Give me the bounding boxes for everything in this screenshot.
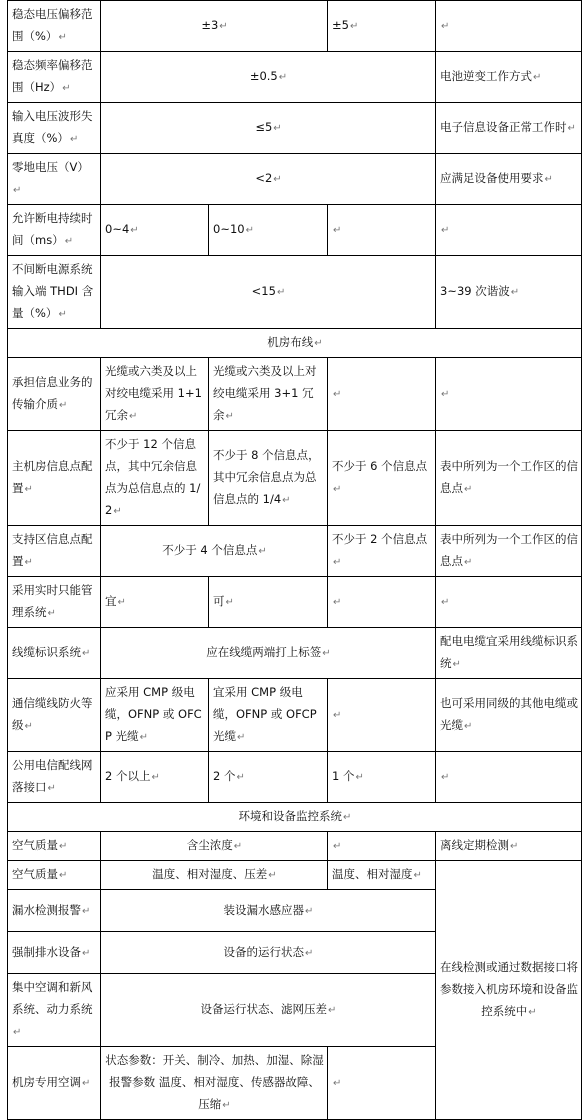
cell-text: 表中所列为一个工作区的信息点 (440, 532, 578, 568)
cell-text: 空气质量 (12, 867, 58, 881)
cell-text: 公用电信配线网落接口 (12, 758, 93, 794)
table-cell (436, 52, 582, 103)
table-cell (101, 431, 209, 526)
table-row (8, 679, 582, 752)
table-cell (101, 890, 436, 932)
table-cell (8, 832, 101, 861)
cell-text: 光缆或六类及以上对绞电缆采用 3+1 冗余 (213, 364, 317, 422)
paragraph-mark-icon: ↵ (305, 905, 314, 917)
cell-text: 承担信息业务的传输介质 (12, 375, 93, 411)
paragraph-mark-icon: ↵ (510, 287, 520, 298)
cell-text: 温度、相对湿度、压差 (152, 867, 268, 881)
paragraph-mark-icon: ↵ (58, 32, 67, 43)
cell-text: 表中所列为一个工作区的信息点 (440, 459, 578, 495)
cell-text: 环境和设备监控系统 (238, 809, 343, 823)
table-cell (328, 1, 436, 52)
paragraph-mark-icon: ↵ (528, 1007, 537, 1018)
cell-text: 不间断电源系统输入端 THDI 含量（%） (12, 262, 94, 320)
paragraph-mark-icon: ↵ (47, 783, 56, 794)
cell-text: 机房专用空调 (12, 1075, 81, 1089)
paragraph-mark-icon: ↵ (268, 870, 277, 881)
cell-text: 不少于 4 个信息点 (162, 543, 258, 557)
paragraph-mark-icon: ↵ (328, 1005, 337, 1016)
cell-text: 应满足设备使用要求 (440, 171, 544, 185)
cell-text: 支持区信息点配置 (12, 532, 93, 568)
cell-text: ±5 (332, 18, 349, 32)
table-cell (436, 752, 582, 803)
cell-text: 也可采用同级的其他电缆或光缆 (440, 696, 578, 732)
cell-text: 含尘浓度 (186, 838, 233, 852)
table-cell (209, 205, 328, 256)
paragraph-mark-icon: ↵ (82, 1078, 91, 1089)
paragraph-mark-icon: ↵ (64, 236, 74, 247)
table-cell (209, 752, 328, 803)
table-cell (101, 1, 328, 52)
cell-text: 状态参数：开关、制冷、加热、加湿、除湿报警参数 温度、相对湿度、传感器故障、压缩 (105, 1053, 324, 1111)
paragraph-mark-icon: ↵ (69, 134, 79, 145)
table-cell (8, 526, 101, 577)
table-cell (8, 679, 101, 752)
table-cell (436, 861, 582, 1120)
table-row (8, 577, 582, 628)
cell-text: 3~39 次谐波 (440, 284, 510, 298)
cell-text: 采用实时只能管理系统 (12, 583, 93, 619)
table-cell (436, 154, 582, 205)
paragraph-mark-icon: ↵ (355, 772, 364, 783)
cell-text: 稳态频率偏移范围（Hz） (12, 58, 93, 94)
table-row (8, 628, 582, 679)
table-cell (8, 154, 101, 205)
table-cell (101, 205, 209, 256)
paragraph-mark-icon: ↵ (273, 174, 282, 185)
paragraph-mark-icon: ↵ (225, 597, 234, 608)
table-cell (8, 890, 101, 932)
paragraph-mark-icon: ↵ (219, 21, 228, 32)
table-row (8, 256, 582, 329)
table-cell (436, 577, 582, 628)
table-cell (436, 832, 582, 861)
table-cell (8, 329, 582, 358)
table-cell (8, 932, 101, 974)
table-row (8, 103, 582, 154)
paragraph-mark-icon: ↵ (333, 557, 342, 568)
table-cell (328, 358, 436, 431)
paragraph-mark-icon: ↵ (24, 557, 33, 568)
paragraph-mark-icon: ↵ (333, 597, 342, 608)
table-cell (101, 974, 436, 1047)
table-cell (436, 256, 582, 329)
table-cell (328, 832, 436, 861)
paragraph-mark-icon: ↵ (441, 21, 450, 32)
paragraph-mark-icon: ↵ (225, 411, 234, 422)
table-row (8, 358, 582, 431)
table-cell (8, 752, 101, 803)
cell-text: 装设漏水感应器 (223, 902, 305, 917)
table-cell (8, 861, 101, 890)
paragraph-mark-icon: ↵ (533, 72, 542, 83)
cell-text: 机房布线 (267, 335, 314, 349)
paragraph-mark-icon: ↵ (13, 185, 22, 196)
table-cell (101, 752, 209, 803)
cell-text: <2 (255, 171, 273, 185)
table-cell (436, 1, 582, 52)
paragraph-mark-icon: ↵ (510, 841, 519, 852)
cell-text: 允许断电持续时间（ms） (12, 211, 93, 247)
spec-table (7, 0, 582, 1120)
paragraph-mark-icon: ↵ (333, 389, 342, 400)
paragraph-mark-icon: ↵ (59, 870, 68, 881)
table-cell (101, 1047, 328, 1120)
paragraph-mark-icon: ↵ (47, 608, 56, 619)
cell-text: 集中空调和新风系统、动力系统 (12, 980, 93, 1016)
table-cell (328, 431, 436, 526)
cell-text: 配电电缆宜采用线缆标识系统 (440, 634, 578, 670)
cell-text: 0~4 (105, 222, 130, 236)
paragraph-mark-icon: ↵ (151, 772, 160, 783)
table-row (8, 1, 582, 52)
table-cell (209, 358, 328, 431)
paragraph-mark-icon: ↵ (24, 721, 33, 732)
cell-text: 电池逆变工作方式 (440, 69, 532, 83)
cell-text: 稳态电压偏移范围（%） (12, 7, 93, 43)
paragraph-mark-icon: ↵ (13, 1027, 22, 1038)
table-row (8, 52, 582, 103)
paragraph-mark-icon: ↵ (464, 484, 473, 495)
table-cell (8, 205, 101, 256)
cell-text: 漏水检测报警 (12, 902, 81, 917)
table-cell (101, 577, 209, 628)
table-cell (101, 256, 436, 329)
table-cell (209, 577, 328, 628)
table-cell (436, 103, 582, 154)
table-cell (101, 679, 209, 752)
table-cell (436, 431, 582, 526)
cell-text: 零地电压（V） (12, 160, 89, 174)
table-cell (328, 679, 436, 752)
cell-text: ±0.5 (249, 69, 278, 83)
cell-text: 空气质量 (12, 838, 58, 852)
paragraph-mark-icon: ↵ (464, 557, 473, 568)
paragraph-mark-icon: ↵ (322, 648, 331, 659)
cell-text: 光缆或六类及以上对绞电缆采用 1+1 冗余 (105, 364, 202, 422)
paragraph-mark-icon: ↵ (236, 772, 245, 783)
spec-table-body (8, 1, 582, 1120)
paragraph-mark-icon: ↵ (82, 648, 91, 659)
paragraph-mark-icon: ↵ (59, 400, 68, 411)
table-cell (101, 103, 436, 154)
table-cell (101, 832, 328, 861)
table-cell (209, 679, 328, 752)
paragraph-mark-icon: ↵ (24, 484, 33, 495)
cell-text: 1 个 (332, 769, 355, 783)
paragraph-mark-icon: ↵ (129, 411, 138, 422)
table-cell (101, 861, 328, 890)
paragraph-mark-icon: ↵ (59, 841, 68, 852)
table-cell (328, 205, 436, 256)
cell-text: 离线定期检测 (440, 838, 509, 852)
paragraph-mark-icon: ↵ (544, 174, 553, 185)
table-cell (8, 431, 101, 526)
paragraph-mark-icon: ↵ (441, 225, 450, 236)
table-cell (8, 358, 101, 431)
paragraph-mark-icon: ↵ (333, 484, 342, 495)
cell-text: 线缆标识系统 (12, 645, 81, 659)
table-cell (328, 861, 436, 890)
paragraph-mark-icon: ↵ (130, 225, 139, 236)
cell-text: 温度、相对湿度 (332, 867, 413, 881)
cell-text: 在线检测或通过数据接口将参数接入机房环境和设备监控系统中 (440, 960, 578, 1018)
cell-text: 宜采用 CMP 级电缆，OFNP 或 OFCP 光缆 (213, 685, 317, 743)
cell-text: 设备运行状态、滤网压差 (200, 1002, 328, 1016)
paragraph-mark-icon: ↵ (222, 1100, 231, 1111)
table-cell (101, 358, 209, 431)
table-cell (101, 52, 436, 103)
table-cell (328, 1047, 436, 1120)
table-cell (436, 205, 582, 256)
cell-text: ±3 (201, 18, 219, 32)
table-cell (328, 577, 436, 628)
paragraph-mark-icon: ↵ (333, 841, 342, 852)
paragraph-mark-icon: ↵ (349, 21, 359, 32)
table-cell (8, 577, 101, 628)
table-cell (101, 932, 436, 974)
cell-text: 不少于 8 个信息点，其中冗余信息点为总信息点的 1/4 (213, 448, 320, 506)
paragraph-mark-icon: ↵ (273, 123, 282, 134)
table-cell (8, 52, 101, 103)
cell-text: 可 (213, 594, 225, 608)
cell-text: 不少于 2 个信息点 (332, 532, 428, 546)
table-cell (8, 628, 101, 679)
cell-text: ≤5 (255, 120, 273, 134)
cell-text: 设备的运行状态 (223, 944, 305, 959)
table-cell (8, 256, 101, 329)
table-cell (328, 526, 436, 577)
cell-text: 2 个 (213, 769, 236, 783)
paragraph-mark-icon: ↵ (139, 732, 148, 743)
table-row (8, 752, 582, 803)
paragraph-mark-icon: ↵ (567, 123, 576, 134)
paragraph-mark-icon: ↵ (343, 812, 352, 823)
cell-text: 不少于 6 个信息点 (332, 459, 428, 473)
table-cell (436, 358, 582, 431)
table-row (8, 431, 582, 526)
table-row (8, 803, 582, 832)
cell-text: 宜 (105, 594, 117, 608)
cell-text: 主机房信息点配置 (12, 459, 93, 495)
paragraph-mark-icon: ↵ (452, 659, 461, 670)
table-row (8, 205, 582, 256)
paragraph-mark-icon: ↵ (58, 309, 67, 320)
table-cell (328, 752, 436, 803)
table-row (8, 861, 582, 890)
paragraph-mark-icon: ↵ (113, 506, 122, 517)
table-cell (436, 628, 582, 679)
paragraph-mark-icon: ↵ (278, 72, 288, 83)
table-row (8, 329, 582, 358)
cell-text: 强制排水设备 (12, 944, 81, 959)
paragraph-mark-icon: ↵ (441, 389, 450, 400)
table-cell (101, 628, 436, 679)
table-cell (209, 431, 328, 526)
cell-text: 0~10 (213, 222, 245, 236)
paragraph-mark-icon: ↵ (413, 870, 422, 881)
paragraph-mark-icon: ↵ (441, 597, 450, 608)
cell-text: <15 (251, 284, 276, 298)
table-cell (436, 679, 582, 752)
cell-text: 应采用 CMP 级电缆，OFNP 或 OFCP 光缆 (105, 685, 202, 743)
paragraph-mark-icon: ↵ (258, 546, 267, 557)
table-cell (101, 154, 436, 205)
table-row (8, 526, 582, 577)
cell-text: 2 个以上 (105, 769, 151, 783)
table-row (8, 832, 582, 861)
paragraph-mark-icon: ↵ (62, 83, 71, 94)
paragraph-mark-icon: ↵ (464, 721, 473, 732)
paragraph-mark-icon: ↵ (245, 225, 254, 236)
paragraph-mark-icon: ↵ (282, 495, 291, 506)
paragraph-mark-icon: ↵ (314, 338, 323, 349)
table-cell (8, 103, 101, 154)
table-cell (8, 803, 582, 832)
paragraph-mark-icon: ↵ (333, 1078, 342, 1089)
table-cell (101, 526, 328, 577)
paragraph-mark-icon: ↵ (276, 287, 286, 298)
paragraph-mark-icon: ↵ (233, 841, 243, 852)
paragraph-mark-icon: ↵ (117, 597, 126, 608)
cell-text: 电子信息设备正常工作时 (440, 120, 567, 134)
paragraph-mark-icon: ↵ (82, 947, 91, 959)
paragraph-mark-icon: ↵ (237, 732, 246, 743)
paragraph-mark-icon: ↵ (333, 225, 342, 236)
cell-text: 不少于 12 个信息点，其中冗余信息点为总信息点的 1/2 (105, 437, 201, 517)
table-cell (8, 974, 101, 1047)
cell-text: 输入电压波形失真度（%） (12, 109, 93, 145)
paragraph-mark-icon: ↵ (333, 710, 342, 721)
paragraph-mark-icon: ↵ (441, 772, 450, 783)
cell-text: 通信缆线防火等级 (12, 696, 93, 732)
paragraph-mark-icon: ↵ (305, 947, 314, 959)
table-cell (8, 1, 101, 52)
table-cell (436, 526, 582, 577)
table-cell (8, 1047, 101, 1120)
table-row (8, 154, 582, 205)
cell-text: 应在线缆两端打上标签 (206, 645, 322, 659)
paragraph-mark-icon: ↵ (82, 905, 91, 917)
